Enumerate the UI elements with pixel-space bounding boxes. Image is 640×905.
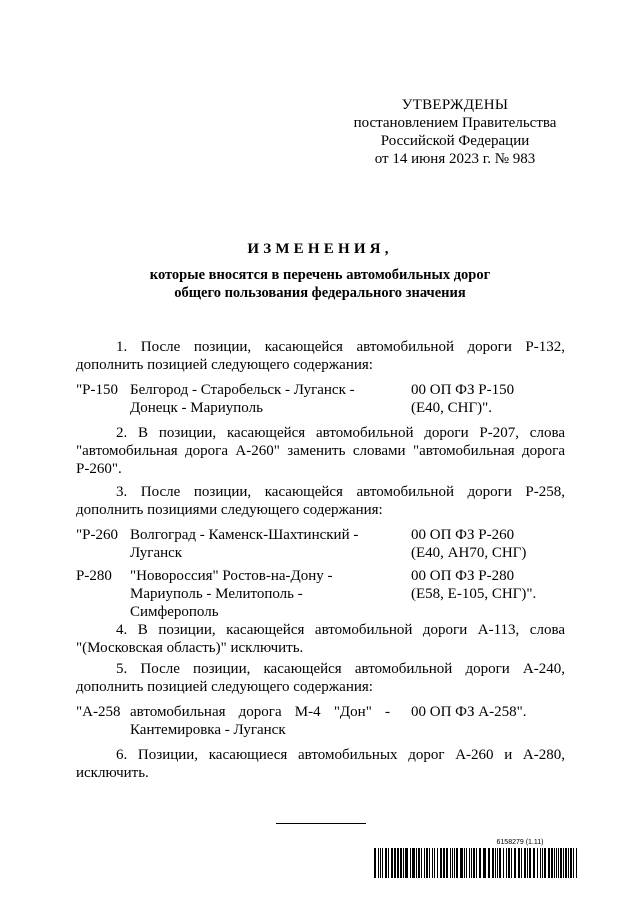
road-entry (76, 567, 565, 625)
item-text-line: 5. После позиции, касающейся автомобильной дороги А-240, (116, 661, 565, 677)
road-name-line: Мариуполь - Мелитополь - (130, 586, 303, 602)
item-text-line: исключить. (76, 765, 149, 781)
approval-line: Российской Федерации (380, 133, 530, 149)
road-registry-number (411, 567, 571, 603)
registry-line: 00 ОП ФЗ Р-150 (411, 382, 515, 398)
road-name (130, 526, 390, 562)
road-registry-number (411, 526, 571, 562)
registry-line: (Е40, АН70, СНГ) (411, 545, 527, 561)
amendment-item (76, 621, 565, 657)
approval-line: постановлением Правительства (353, 115, 557, 131)
item-text-line: 2. В позиции, касающейся автомобильной дороги Р-207, слова (116, 425, 565, 441)
barcode-image (374, 848, 580, 878)
document-subtitle (60, 266, 580, 302)
registry-line: 00 ОП ФЗ А-258". (411, 704, 527, 720)
item-text-line: дополнить позицией следующего содержания: (76, 679, 373, 695)
item-text-line: 1. После позиции, касающейся автомобильной дороги Р-132, (116, 339, 565, 355)
road-code: Р-280 (76, 568, 112, 584)
amendment-item (76, 660, 565, 696)
approval-date: от 14 июня 2023 г. № 983 (374, 151, 536, 167)
item-text-line: "автомобильная дорога А-260" заменить словами "автомобильная дорога (76, 443, 565, 459)
amendment-item (76, 424, 565, 478)
road-registry-number (411, 703, 571, 721)
registry-line: (Е40, СНГ)". (411, 400, 493, 416)
item-text-line: 4. В позиции, касающейся автомобильной дороги А-113, слова (116, 622, 565, 638)
road-code: "А-258 (76, 704, 121, 720)
road-entry (76, 381, 565, 421)
amendment-item (76, 338, 565, 374)
registry-line: (Е58, Е-105, СНГ)". (411, 586, 537, 602)
item-text-line: "(Московская область)" исключить. (76, 640, 304, 656)
item-text-line: Р-260". (76, 461, 122, 477)
item-text-line: 6. Позиции, касающиеся автомобильных дорог А-260 и А-280, (116, 747, 565, 763)
registry-line: 00 ОП ФЗ Р-260 (411, 527, 515, 543)
registry-line: 00 ОП ФЗ Р-280 (411, 568, 515, 584)
road-name-line: Донецк - Мариуполь (130, 400, 263, 416)
document-number: 6158279 (1.11) (496, 839, 544, 846)
amendment-item (76, 746, 565, 782)
item-text-line: дополнить позициями следующего содержания: (76, 502, 383, 518)
road-name (130, 567, 390, 621)
subtitle-line: которые вносятся в перечень автомобильных дорог (149, 267, 491, 283)
road-name (130, 703, 390, 739)
road-code: "Р-260 (76, 527, 118, 543)
approval-title: УТВЕРЖДЕНЫ (401, 97, 509, 113)
road-name-line: "Новороссия" Ростов-на-Дону - (130, 568, 333, 584)
approval-block (340, 96, 570, 168)
road-entry (76, 526, 565, 566)
road-registry-number (411, 381, 571, 417)
item-text-line: дополнить позицией следующего содержания: (76, 357, 373, 373)
road-name-line: Луганск (130, 545, 183, 561)
closing-separator (276, 823, 366, 824)
amendment-item (76, 483, 565, 519)
road-name (130, 381, 390, 417)
subtitle-line: общего пользования федерального значения (174, 285, 466, 301)
road-name-line: Симферополь (130, 604, 219, 620)
road-code: "Р-150 (76, 382, 118, 398)
document-title: ИЗМЕНЕНИЯ, (247, 241, 393, 257)
road-name-line: Кантемировка - Луганск (130, 722, 286, 738)
item-text-line: 3. После позиции, касающейся автомобильной дороги Р-258, (116, 484, 565, 500)
road-name-line: Волгоград - Каменск-Шахтинский - (130, 527, 359, 543)
road-name-line: автомобильная дорога М-4 "Дон" - (130, 704, 390, 720)
road-entry (76, 703, 565, 743)
road-name-line: Белгород - Старобельск - Луганск - (130, 382, 355, 398)
